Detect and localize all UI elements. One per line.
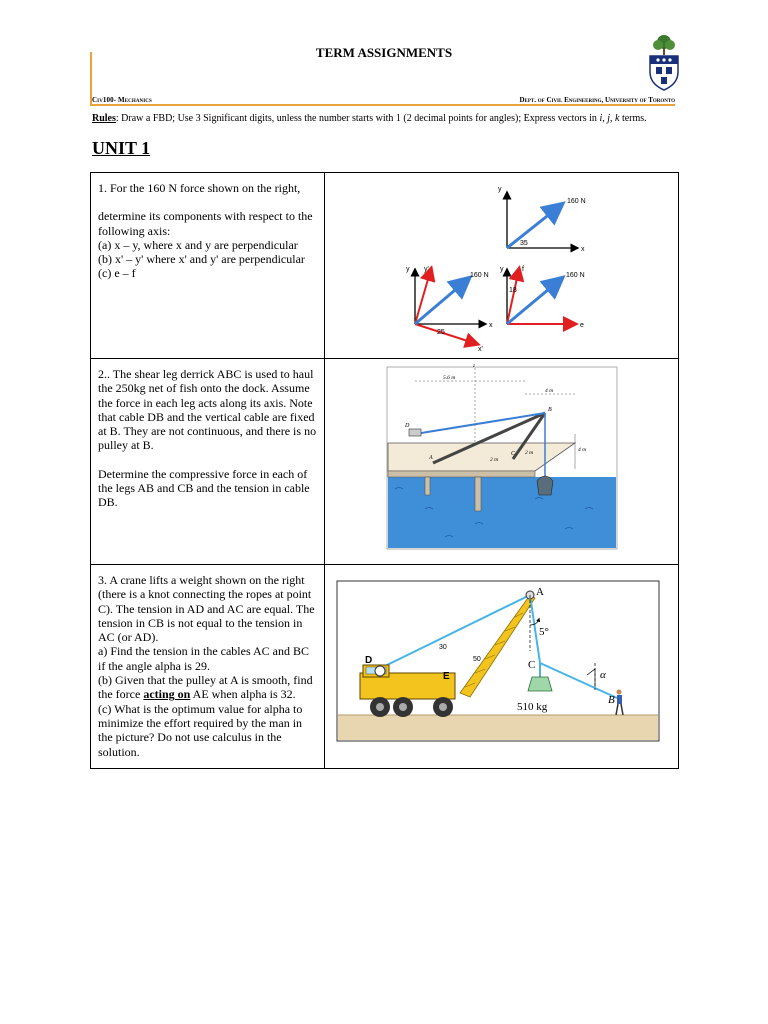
q1-line2: determine its components with respect to the following axis: (98, 209, 313, 238)
department-name: Dept. of Civil Engineering, University of Toronto (519, 96, 675, 104)
q2-paragraph-1: 2.. The shear leg derrick ABC is used to haul the 250kg net of fish onto the dock. Assume the force in each leg acts along its axis. Note that cable DB and the vertical cable are fixed at B. They are not continuous, and there is no pulley at B. (98, 367, 317, 453)
top-force-label: 160 N (567, 198, 586, 205)
bl-xprime-label: x' (478, 346, 483, 353)
question-row-2 (91, 359, 679, 565)
weight-block (528, 677, 552, 691)
fish-net (537, 476, 553, 495)
vector-i: i (599, 113, 603, 124)
rules-label: Rules (92, 113, 116, 124)
bl-xprime-axis (415, 324, 477, 344)
z-axis-label: z (473, 364, 475, 369)
q1-line1: 1. For the 160 N force shown on the right, (98, 181, 301, 195)
question-2-figure-cell (325, 359, 679, 565)
angle-30-label: 30 (439, 644, 447, 651)
dim-label-4: 2 m (490, 457, 499, 463)
pulley-d (375, 666, 385, 676)
questions-table (90, 172, 679, 769)
derrick-diagram (325, 359, 678, 563)
mass-label: 510 kg (517, 701, 548, 713)
vector-k: k (615, 113, 620, 124)
question-row-3 (91, 565, 679, 769)
label-c: C (528, 659, 536, 671)
top-x-label: x (581, 246, 585, 253)
q3-part-a: a) Find the tension in the cables AC and BC if the angle alpha is 29. (98, 644, 309, 673)
top-y-label: y (498, 186, 502, 193)
label-b: B (608, 694, 615, 706)
br-y-label: y (500, 266, 504, 273)
bl-force-label: 160 N (470, 272, 489, 279)
label-e: E (443, 671, 450, 682)
course-code: Civ100- Mechanics (92, 96, 152, 104)
question-1-figure-cell (325, 173, 679, 359)
dim-label-1: 5.6 m (443, 375, 456, 381)
bl-x-label: x (489, 322, 493, 329)
br-f-label: f (522, 266, 524, 273)
bl-angle-label: 25 (437, 329, 445, 336)
unit-heading: UNIT 1 (92, 138, 151, 158)
q1-part-b: (b) x' – y' where x' and y' are perpendicular (98, 252, 305, 267)
q3-bold-phrase: acting on (143, 687, 191, 702)
point-d-label: D (405, 423, 410, 429)
question-3-text-cell (91, 565, 325, 769)
angle-50-label: 50 (473, 656, 481, 663)
label-a: A (536, 586, 544, 598)
br-e-label: e (580, 322, 584, 329)
question-3-figure-cell (325, 565, 679, 769)
point-a-label: A (429, 455, 433, 461)
crane-diagram (325, 565, 678, 767)
q3-part-b: (b) Given that the pulley at A is smooth, find the force acting on AE when alpha is 32. (98, 673, 313, 702)
dim-label-3: 4 m (578, 447, 587, 453)
q2-paragraph-2: Determine the compressive force in each of the legs AB and CB and the tension in cable DB. (98, 466, 310, 510)
force-components-diagram (325, 173, 678, 357)
label-d: D (365, 655, 373, 666)
page-title: TERM ASSIGNMENTS (315, 45, 453, 60)
rules-text: : Draw a FBD; Use 3 Significant digits, unless the number starts with 1 (2 decimal points for angles); Express vectors in (115, 113, 600, 124)
bl-force-vector (415, 279, 468, 324)
university-crest (644, 34, 684, 92)
bl-yprime-label: y' (424, 266, 429, 273)
dock-pile (475, 477, 481, 511)
question-1-text-cell (91, 173, 325, 359)
question-row-1 (91, 173, 679, 359)
point-c-label: C (511, 451, 516, 457)
point-b-label: B (548, 407, 552, 413)
q3-part-c: (c) What is the optimum value for alpha to minimize the effort required by the man in the picture? Do not use calculus in the solution. (98, 701, 303, 759)
ground (338, 715, 658, 740)
top-angle-label: 35 (520, 240, 528, 247)
dim-label-5: 2 m (525, 450, 534, 456)
rules-suffix: terms. (619, 113, 647, 124)
vector-j: j (607, 113, 610, 124)
dim-label-2: 4 m (545, 388, 554, 394)
q3-intro: 3. A crane lifts a weight shown on the right (there is a knot connecting the ropes at point C). The tension in AD and AC are equal. The tension in CB is not equal to the tension in AC (or AD). (98, 573, 315, 645)
q1-part-c: (c) e – f (98, 266, 136, 281)
alpha-label: α (600, 669, 606, 681)
bl-y-label: y (406, 266, 410, 273)
br-force-label: 160 N (566, 272, 585, 279)
br-angle-label: 18 (509, 287, 517, 294)
question-2-text-cell (91, 359, 325, 565)
q1-part-a: (a) x – y, where x and y are perpendicular (98, 237, 298, 252)
water (388, 477, 616, 548)
top-force-vector (507, 205, 561, 248)
angle-5-label: 5° (539, 626, 549, 638)
rules-line: Rules: Draw a FBD; Use 3 Significant digits, unless the number starts with 1 (2 decimal points for angles); Express vectors in i, j, k terms. (92, 113, 647, 124)
header-rule-horizontal (90, 104, 675, 106)
